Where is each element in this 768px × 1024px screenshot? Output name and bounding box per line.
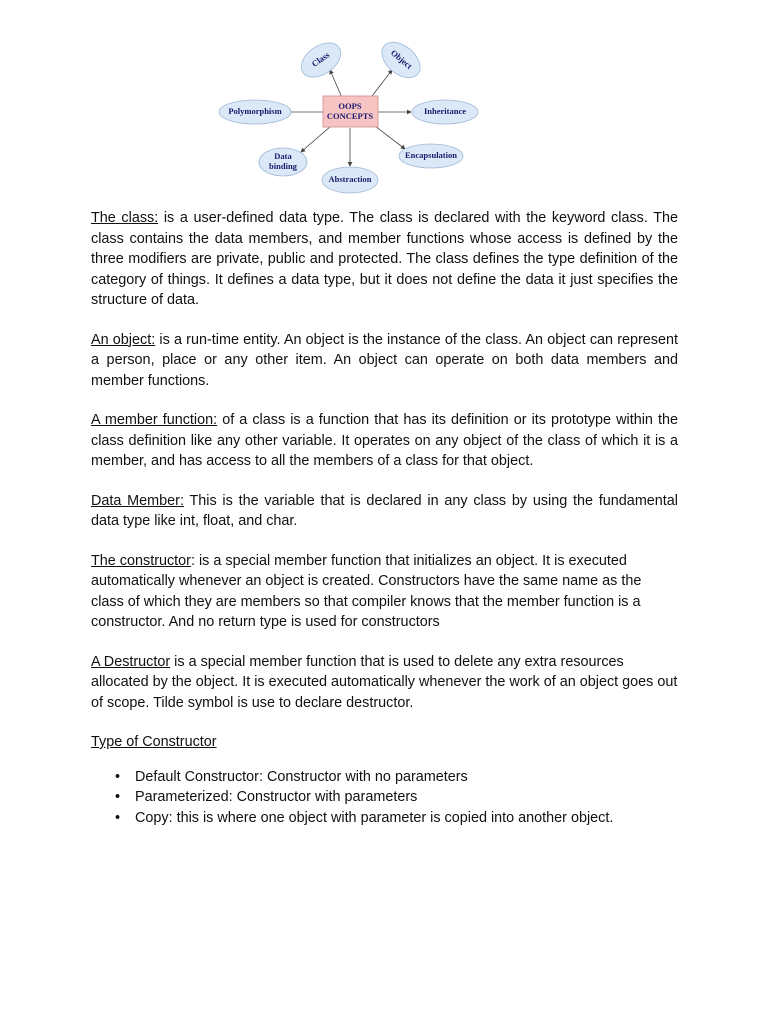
- bullet-icon: •: [115, 789, 121, 805]
- diagram-arrow: [369, 70, 392, 100]
- list-item-text: Parameterized: Constructor with parameters: [135, 789, 418, 805]
- diagram-node: [375, 38, 427, 85]
- section-destructor: [91, 652, 678, 714]
- constructor-types-heading: Type of Constructor: [91, 734, 217, 750]
- diagram-node-label: Class: [309, 49, 332, 69]
- diagram-node-label: Polymorphism: [228, 105, 282, 116]
- diagram-node-label: Data binding: [269, 150, 297, 171]
- list-item-text: Default Constructor: Constructor with no parameters: [135, 768, 468, 785]
- diagram-node-label: OOPS CONCEPTS: [326, 100, 374, 121]
- document-body: [91, 208, 678, 828]
- bullet-icon: •: [115, 809, 121, 826]
- term-object: An object:: [91, 331, 156, 348]
- oops-concepts-diagram: [215, 38, 485, 198]
- diagram-arrow: [301, 126, 331, 152]
- section-class: [91, 208, 678, 311]
- diagram-node: [322, 167, 378, 193]
- diagram-center: [323, 96, 378, 127]
- list-item-text: Copy: this is where one object with parameter is copied into another object.: [135, 809, 614, 826]
- diagram-node-label: Abstraction: [328, 173, 372, 184]
- term-class: The class:: [91, 210, 159, 226]
- list-item: [115, 808, 678, 829]
- diagram-node: [295, 38, 347, 84]
- def-data-member: This is the variable that is declared in any class by using the fundamental data type like int, float, and char.: [91, 492, 679, 529]
- diagram-node: [399, 144, 463, 168]
- section-constructor: [91, 551, 678, 633]
- def-object: is a run-time entity. An object is the instance of the class. An object can represent a person, place or any other item. An object can operate on both data members and member functions.: [91, 331, 679, 389]
- term-destructor: A Destructor: [91, 653, 171, 670]
- section-object: [91, 330, 678, 392]
- list-item: [115, 787, 678, 808]
- term-member-function: A member function:: [91, 412, 218, 428]
- def-class: is a user-defined data type. The class is declared with the keyword class. The class contains the data members, and member functions whose access is defined by the three modifiers are private, public and protected. The class defines the type definition of the category of things. It defines a data type, but it does not define the data it just specifies the structure of data.: [91, 210, 678, 308]
- diagram-node-label: Encapsulation: [405, 149, 457, 160]
- diagram-node-label: Inheritance: [423, 105, 467, 116]
- def-destructor: is a special member function that is used to delete any extra resources allocated by the object. It is executed automatically whenever the work of an object goes out of scope. Tilde symbol is use to declare destructor.: [91, 653, 678, 711]
- list-item: [115, 767, 678, 788]
- section-data-member: [91, 491, 678, 532]
- diagram-node-label: Object: [389, 47, 415, 71]
- diagram-node: [219, 100, 291, 124]
- diagram-node: [259, 148, 307, 176]
- diagram-arrow: [375, 126, 405, 149]
- section-member-function: [91, 410, 678, 472]
- def-member-function: of a class is a function that has its definition or its prototype within the class definition like any other variable. It operates on any object of the class of which it is a member, and has access to all the members of a class for that object.: [91, 412, 679, 469]
- diagram-arrow: [330, 70, 343, 100]
- bullet-icon: •: [115, 768, 121, 785]
- term-constructor: The constructor: [91, 552, 191, 569]
- def-constructor: : is a special member function that initializes an object. It is executed automatically whenever an object is created. Constructors have the same name as the class of which they are members so that compiler knows that the member function is a constructor. And no return type is used for constructors: [91, 552, 642, 630]
- constructor-types-list: [91, 767, 678, 829]
- diagram-node: [412, 100, 478, 124]
- term-data-member: Data Member:: [91, 492, 184, 509]
